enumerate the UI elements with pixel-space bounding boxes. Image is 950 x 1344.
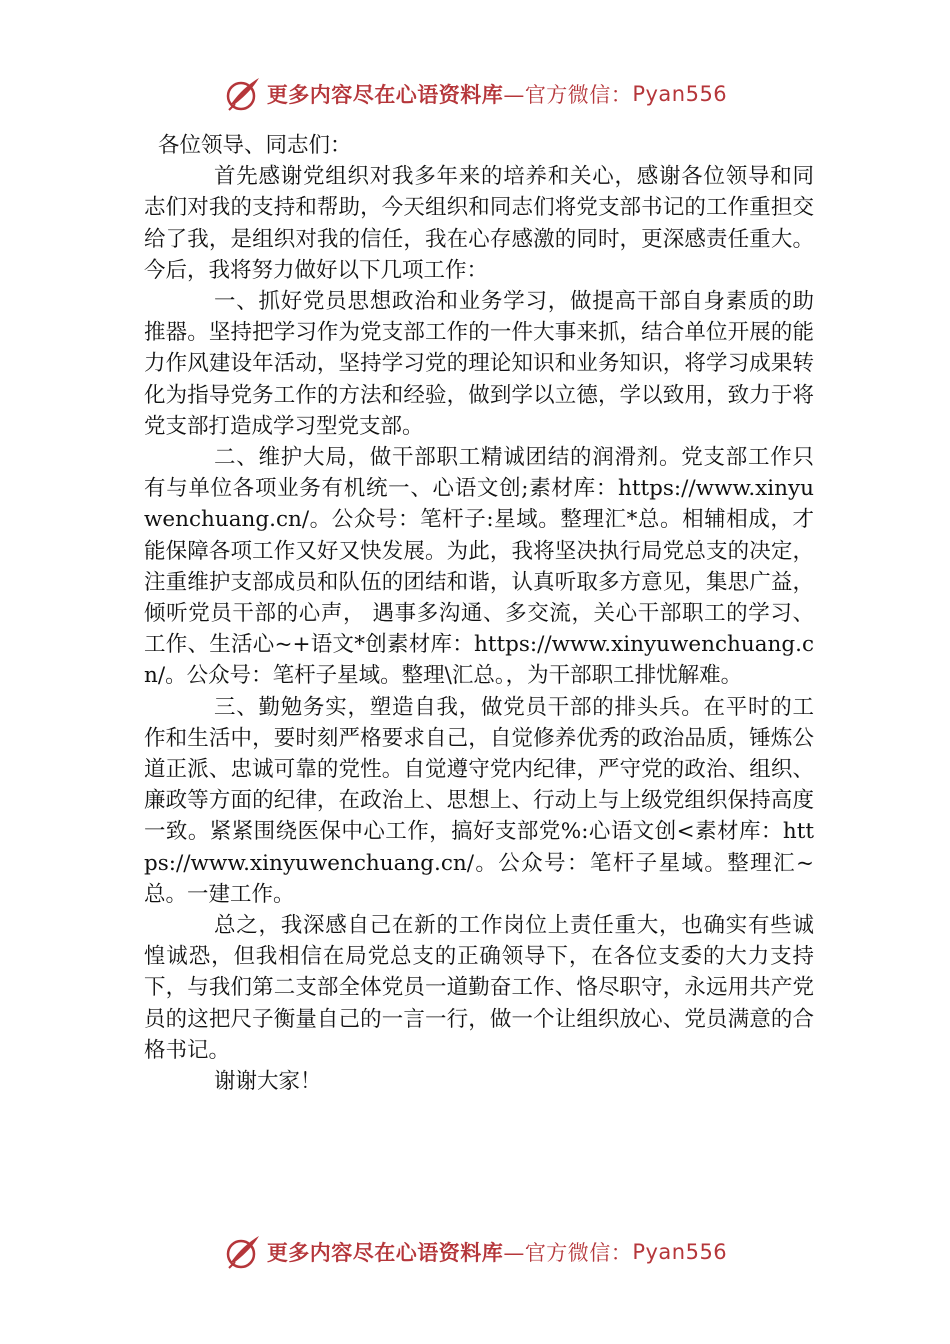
quill-pen-icon — [223, 1232, 263, 1272]
document-body — [144, 130, 814, 1097]
banner-title: 更多内容尽在心语资料库 — [266, 1241, 504, 1265]
banner-title: 更多内容尽在心语资料库 — [266, 83, 504, 107]
paragraph-intro: 首先感谢党组织对我多年来的培养和关心，感谢各位领导和同志们对我的支持和帮助，今天组织和同志们将党支部书记的工作重担交给了我，是组织对我的信任，我在心存感激的同时，更深感责任重大。今后，我将努力做好以下几项工作： — [144, 164, 814, 283]
paragraph-point-one: 一、抓好党员思想政治和业务学习，做提高干部自身素质的助推器。坚持把学习作为党支部工作的一件大事来抓，结合单位开展的能力作风建设年活动，坚持学习党的理论知识和业务知识，将学习成果转化为指导党务工作的方法和经验，做到学以立德，学以致用，致力于将党支部打造成学习型党支部。 — [144, 289, 814, 439]
banner-separator: —官方微信： — [503, 1241, 633, 1265]
paragraph-point-two: 二、维护大局，做干部职工精诚团结的润滑剂。党支部工作只有与单位各项业务有机统一、心语文创;素材库：https://www.xinyuwenchuang.cn/。公众号：笔杆子:星域。整理汇*总。相辅相成，才能保障各项工作又好又快发展。为此，我将坚决执行局党总支的决定，注重维护支部成员和队伍的团结和谐，认真听取多方意见，集思广益，倾听党员干部的心声， 遇事多沟通、多交流，关心干部职工的学习、工作、生活心~+语文*创素材库：https://www.xinyuwenchuang.cn/。公众号：笔杆子星域。整理\汇总。，为干部职工排忧解难。 — [144, 445, 814, 689]
banner-wechat-id: Pyan556 — [632, 1240, 728, 1264]
footer-banner — [0, 1228, 950, 1276]
paragraph-point-three: 三、勤勉务实，塑造自我，做党员干部的排头兵。在平时的工作和生活中，要时刻严格要求自己，自觉修养优秀的政治品质，锤炼公道正派、忠诚可靠的党性。自觉遵守党内纪律，严守党的政治、组织、廉政等方面的纪律，在政治上、思想上、行动上与上级党组织保持高度一致。紧紧围绕医保中心工作，搞好支部党%:心语文创<素材库：https://www.xinyuwenchuang.cn/。公众号：笔杆子星域。整理汇~总。一建工作。 — [144, 694, 814, 907]
quill-pen-icon — [223, 74, 263, 114]
paragraph-conclusion: 总之，我深感自己在新的工作岗位上责任重大，也确实有些诚惶诚恐，但我相信在局党总支的正确领导下，在各位支委的大力支持下，与我们第二支部全体党员一道勤奋工作、恪尽职守，永远用共产党员的这把尺子衡量自己的一言一行，做一个让组织放心、党员满意的合格书记。 — [144, 913, 814, 1063]
banner-wechat-id: Pyan556 — [632, 82, 728, 106]
header-banner — [0, 70, 950, 118]
greeting: 各位领导、同志们： — [158, 133, 352, 158]
paragraph-thanks: 谢谢大家！ — [214, 1069, 322, 1095]
banner-separator: —官方微信： — [503, 83, 633, 107]
